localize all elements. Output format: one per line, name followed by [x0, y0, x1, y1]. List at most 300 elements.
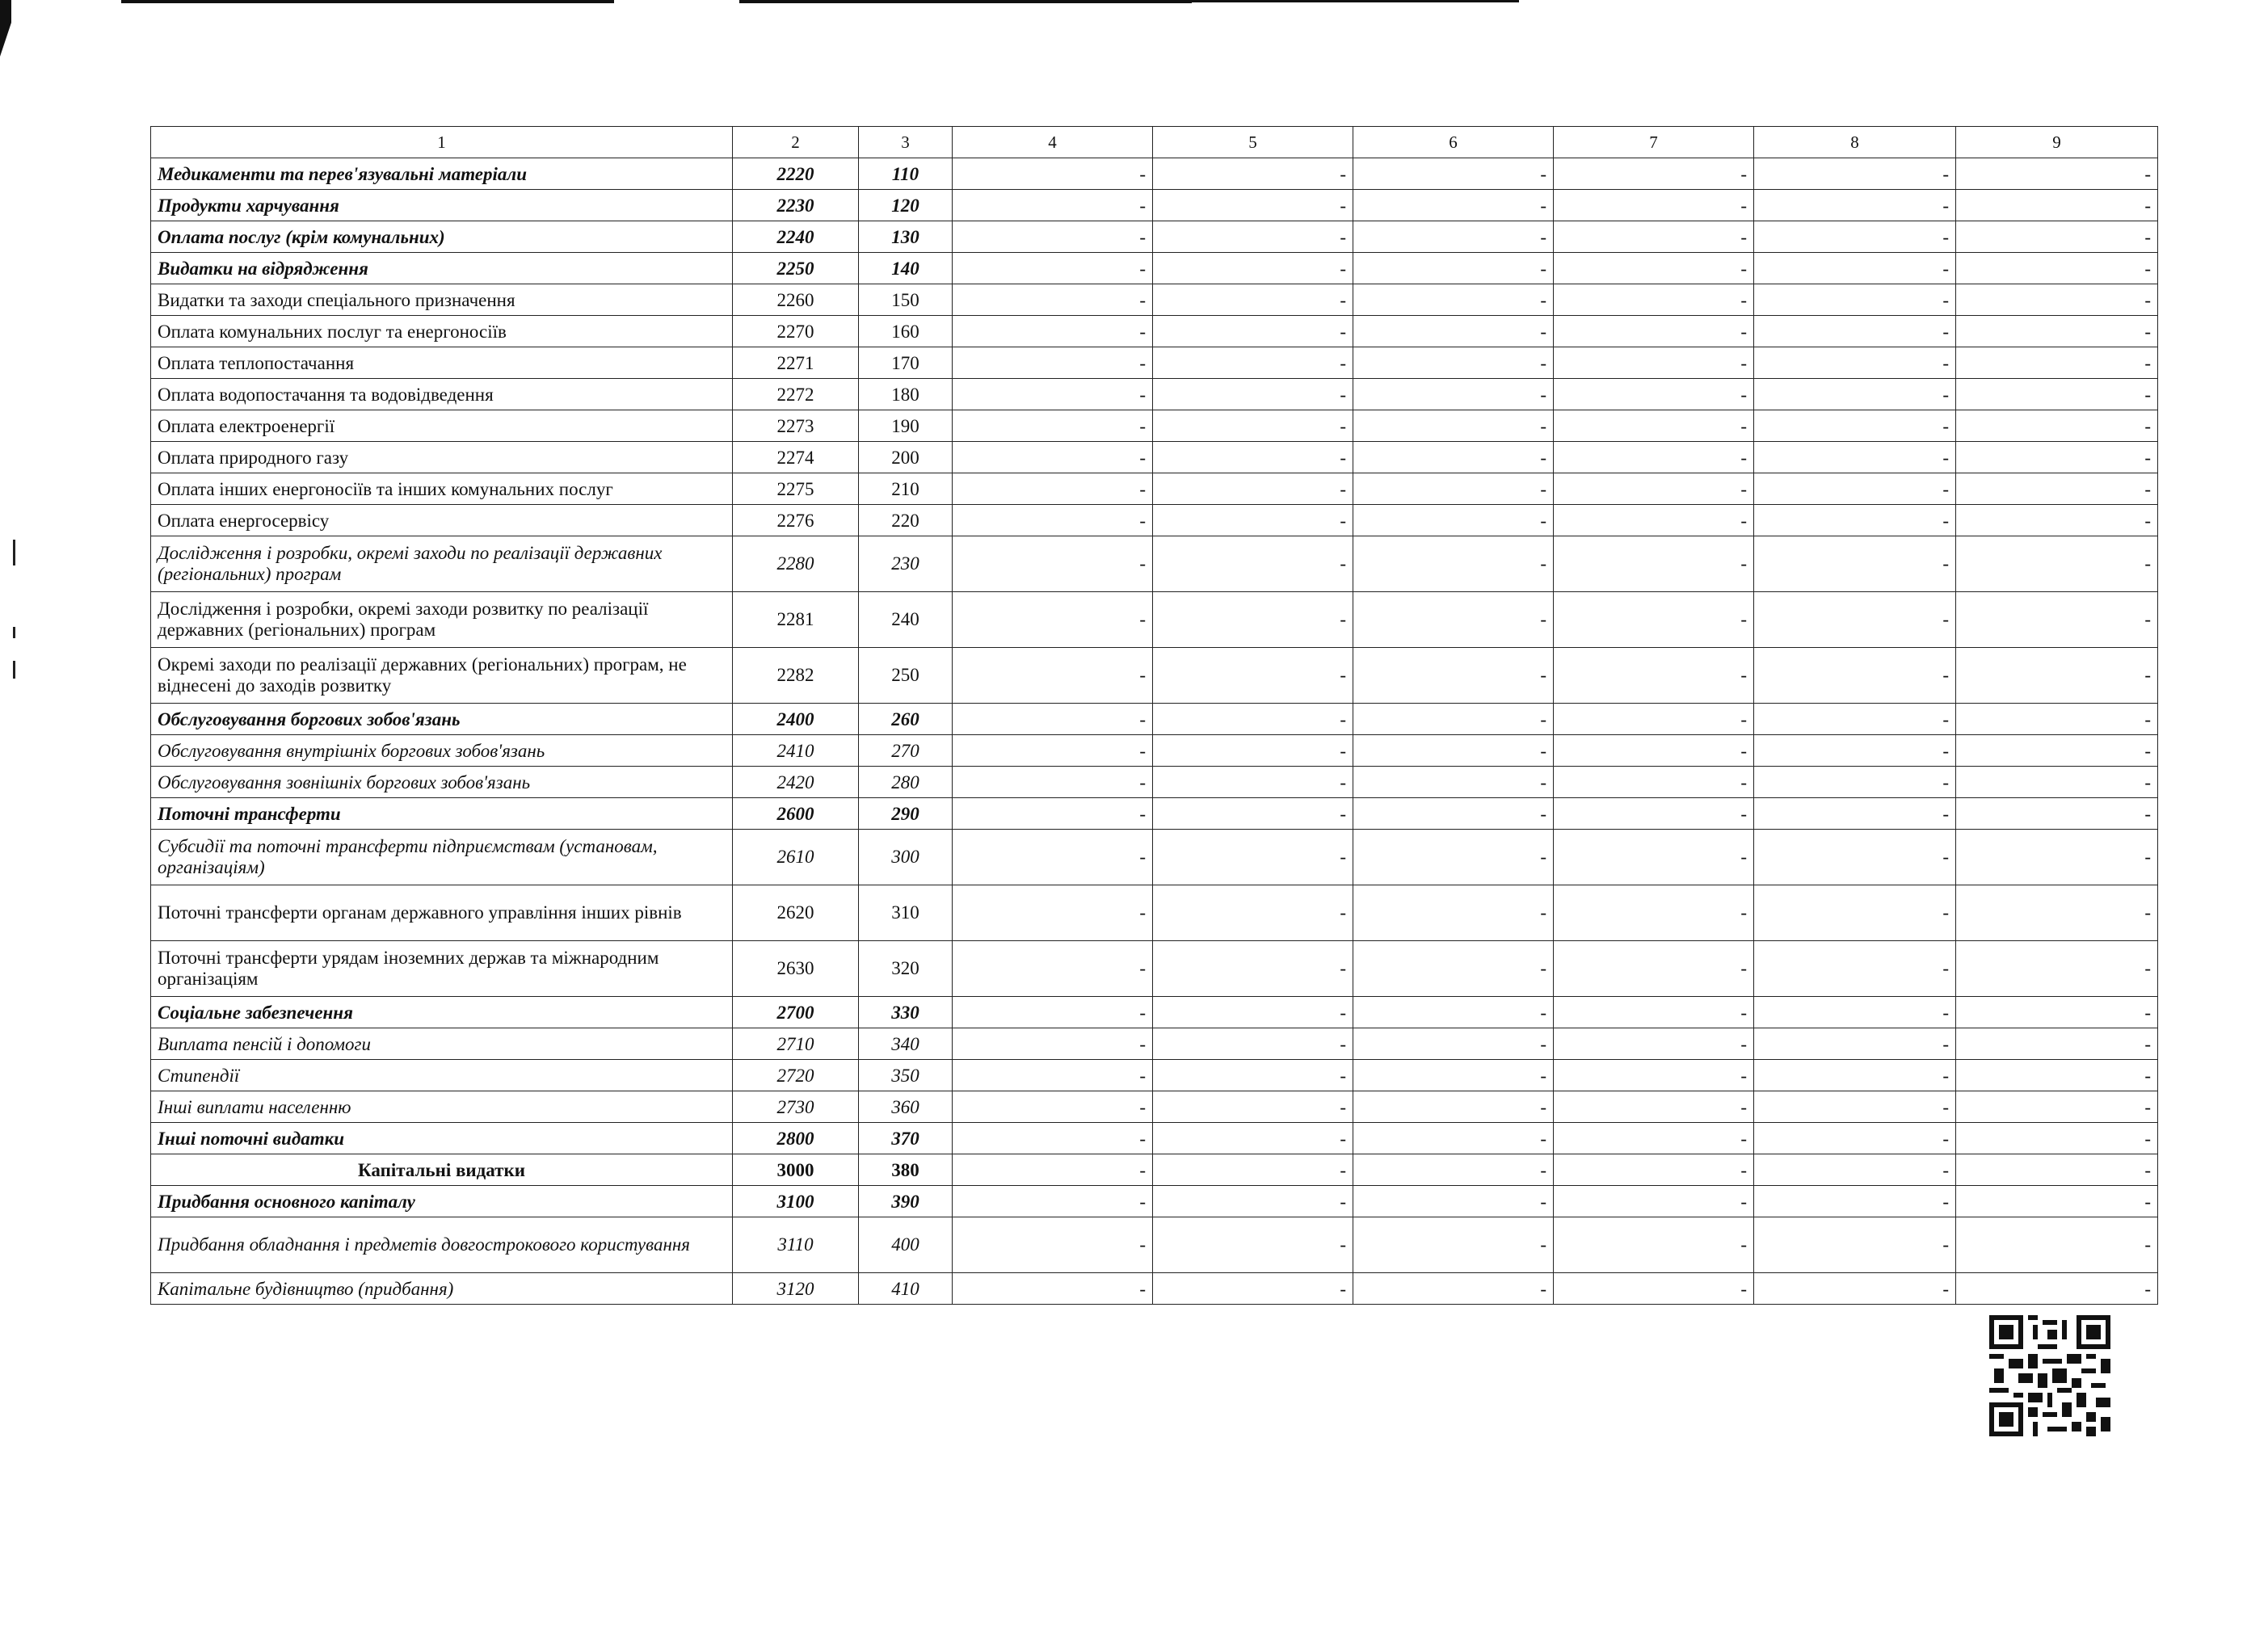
amount-cell: -	[1353, 798, 1554, 830]
table-row	[151, 798, 2158, 830]
amount-cell: -	[1153, 410, 1353, 442]
row-code: 130	[859, 221, 953, 253]
amount-cell: -	[953, 885, 1153, 941]
amount-cell: -	[1153, 592, 1353, 648]
amount-cell: -	[1956, 221, 2158, 253]
amount-cell: -	[1754, 941, 1956, 997]
row-code: 190	[859, 410, 953, 442]
amount-cell: -	[1554, 1273, 1754, 1305]
amount-cell: -	[1554, 379, 1754, 410]
table-row	[151, 1028, 2158, 1060]
amount-cell: -	[1153, 1091, 1353, 1123]
amount-cell: -	[1153, 442, 1353, 473]
row-code: 170	[859, 347, 953, 379]
kekv-code: 2420	[733, 767, 859, 798]
amount-cell: -	[1754, 648, 1956, 704]
amount-cell: -	[1956, 1123, 2158, 1154]
kekv-code: 2730	[733, 1091, 859, 1123]
row-code: 220	[859, 505, 953, 536]
amount-cell: -	[1153, 767, 1353, 798]
table-row	[151, 284, 2158, 316]
expense-name: Поточні трансферти урядам іноземних держав та міжнародним організаціям	[151, 941, 733, 997]
amount-cell: -	[953, 473, 1153, 505]
amount-cell: -	[1956, 473, 2158, 505]
amount-cell: -	[1956, 284, 2158, 316]
row-code: 120	[859, 190, 953, 221]
kekv-code: 2281	[733, 592, 859, 648]
expense-name: Медикаменти та перев'язувальні матеріали	[151, 158, 733, 190]
column-number-header	[151, 127, 2158, 158]
amount-cell: -	[1956, 997, 2158, 1028]
amount-cell: -	[1956, 347, 2158, 379]
row-code: 250	[859, 648, 953, 704]
amount-cell: -	[1353, 190, 1554, 221]
amount-cell: -	[953, 1028, 1153, 1060]
amount-cell: -	[1353, 505, 1554, 536]
kekv-code: 2610	[733, 830, 859, 885]
amount-cell: -	[1554, 347, 1754, 379]
amount-cell: -	[953, 704, 1153, 735]
table-row	[151, 473, 2158, 505]
amount-cell: -	[1956, 505, 2158, 536]
kekv-code: 3110	[733, 1217, 859, 1273]
scan-edge-mark-top-1	[121, 0, 614, 3]
row-code: 260	[859, 704, 953, 735]
amount-cell: -	[1554, 316, 1754, 347]
amount-cell: -	[1956, 316, 2158, 347]
amount-cell: -	[1153, 997, 1353, 1028]
amount-cell: -	[1153, 316, 1353, 347]
expense-name: Оплата послуг (крім комунальних)	[151, 221, 733, 253]
amount-cell: -	[1754, 1217, 1956, 1273]
amount-cell: -	[1956, 648, 2158, 704]
table-row	[151, 1123, 2158, 1154]
amount-cell: -	[1956, 798, 2158, 830]
amount-cell: -	[1554, 1091, 1754, 1123]
row-code: 240	[859, 592, 953, 648]
kekv-code: 2710	[733, 1028, 859, 1060]
amount-cell: -	[1554, 592, 1754, 648]
amount-cell: -	[1353, 1123, 1554, 1154]
kekv-code: 2260	[733, 284, 859, 316]
amount-cell: -	[1754, 536, 1956, 592]
amount-cell: -	[1153, 253, 1353, 284]
table-row	[151, 316, 2158, 347]
amount-cell: -	[953, 592, 1153, 648]
amount-cell: -	[953, 830, 1153, 885]
amount-cell: -	[1353, 221, 1554, 253]
amount-cell: -	[1554, 830, 1754, 885]
amount-cell: -	[1754, 1273, 1956, 1305]
expense-name: Окремі заходи по реалізації державних (регіональних) програм, не віднесені до заходів розвитку	[151, 648, 733, 704]
amount-cell: -	[953, 347, 1153, 379]
amount-cell: -	[1153, 735, 1353, 767]
amount-cell: -	[953, 941, 1153, 997]
kekv-code: 2620	[733, 885, 859, 941]
amount-cell: -	[1554, 735, 1754, 767]
expense-name: Оплата комунальних послуг та енергоносіїв	[151, 316, 733, 347]
row-code: 380	[859, 1154, 953, 1186]
table-row	[151, 1186, 2158, 1217]
amount-cell: -	[1353, 284, 1554, 316]
amount-cell: -	[1353, 253, 1554, 284]
row-code: 230	[859, 536, 953, 592]
amount-cell: -	[1754, 798, 1956, 830]
amount-cell: -	[953, 648, 1153, 704]
kekv-code: 3000	[733, 1154, 859, 1186]
kekv-code: 2276	[733, 505, 859, 536]
amount-cell: -	[1554, 997, 1754, 1028]
amount-cell: -	[1353, 536, 1554, 592]
amount-cell: -	[1353, 1060, 1554, 1091]
amount-cell: -	[1754, 190, 1956, 221]
table-row	[151, 1091, 2158, 1123]
amount-cell: -	[1353, 941, 1554, 997]
table-row	[151, 442, 2158, 473]
amount-cell: -	[1754, 1123, 1956, 1154]
expense-name: Обслуговування внутрішніх боргових зобов'язань	[151, 735, 733, 767]
kekv-code: 2273	[733, 410, 859, 442]
amount-cell: -	[1153, 885, 1353, 941]
amount-cell: -	[1353, 1273, 1554, 1305]
amount-cell: -	[1956, 1154, 2158, 1186]
table-row	[151, 536, 2158, 592]
column-header: 9	[1956, 127, 2158, 158]
expense-name: Придбання обладнання і предметів довгострокового користування	[151, 1217, 733, 1273]
amount-cell: -	[953, 253, 1153, 284]
kekv-code: 2280	[733, 536, 859, 592]
row-code: 280	[859, 767, 953, 798]
amount-cell: -	[953, 505, 1153, 536]
amount-cell: -	[1554, 158, 1754, 190]
kekv-code: 2400	[733, 704, 859, 735]
amount-cell: -	[1353, 158, 1554, 190]
expense-name: Капітальні видатки	[151, 1154, 733, 1186]
amount-cell: -	[1353, 442, 1554, 473]
column-header: 1	[151, 127, 733, 158]
table-row	[151, 704, 2158, 735]
amount-cell: -	[1754, 997, 1956, 1028]
row-code: 370	[859, 1123, 953, 1154]
column-header: 8	[1754, 127, 1956, 158]
row-code: 350	[859, 1060, 953, 1091]
amount-cell: -	[1754, 592, 1956, 648]
amount-cell: -	[1956, 190, 2158, 221]
kekv-code: 2282	[733, 648, 859, 704]
amount-cell: -	[1153, 1273, 1353, 1305]
amount-cell: -	[953, 379, 1153, 410]
margin-tick	[13, 540, 15, 565]
table-row	[151, 648, 2158, 704]
amount-cell: -	[1554, 1186, 1754, 1217]
amount-cell: -	[1353, 379, 1554, 410]
amount-cell: -	[1353, 592, 1554, 648]
column-header: 2	[733, 127, 859, 158]
table-row	[151, 505, 2158, 536]
amount-cell: -	[1754, 410, 1956, 442]
amount-cell: -	[953, 735, 1153, 767]
kekv-code: 3120	[733, 1273, 859, 1305]
expense-name: Поточні трансферти	[151, 798, 733, 830]
row-code: 160	[859, 316, 953, 347]
table-row	[151, 1217, 2158, 1273]
amount-cell: -	[953, 1060, 1153, 1091]
kekv-code: 2630	[733, 941, 859, 997]
amount-cell: -	[1153, 1217, 1353, 1273]
amount-cell: -	[1956, 379, 2158, 410]
amount-cell: -	[1554, 410, 1754, 442]
kekv-code: 2410	[733, 735, 859, 767]
row-code: 270	[859, 735, 953, 767]
kekv-code: 2230	[733, 190, 859, 221]
amount-cell: -	[1353, 316, 1554, 347]
amount-cell: -	[1353, 767, 1554, 798]
row-code: 210	[859, 473, 953, 505]
amount-cell: -	[1754, 1028, 1956, 1060]
amount-cell: -	[1956, 1186, 2158, 1217]
amount-cell: -	[1554, 1123, 1754, 1154]
table-row	[151, 735, 2158, 767]
amount-cell: -	[1554, 1028, 1754, 1060]
kekv-code: 2600	[733, 798, 859, 830]
amount-cell: -	[1554, 536, 1754, 592]
amount-cell: -	[1554, 442, 1754, 473]
amount-cell: -	[1353, 648, 1554, 704]
amount-cell: -	[1353, 1028, 1554, 1060]
expense-name: Придбання основного капіталу	[151, 1186, 733, 1217]
amount-cell: -	[1554, 941, 1754, 997]
amount-cell: -	[1754, 284, 1956, 316]
expense-name: Видатки на відрядження	[151, 253, 733, 284]
amount-cell: -	[1554, 190, 1754, 221]
kekv-code: 2275	[733, 473, 859, 505]
amount-cell: -	[1353, 1186, 1554, 1217]
amount-cell: -	[1956, 158, 2158, 190]
expense-name: Оплата теплопостачання	[151, 347, 733, 379]
kekv-code: 2272	[733, 379, 859, 410]
row-code: 200	[859, 442, 953, 473]
amount-cell: -	[1554, 473, 1754, 505]
kekv-code: 2270	[733, 316, 859, 347]
amount-cell: -	[1554, 253, 1754, 284]
amount-cell: -	[1153, 284, 1353, 316]
column-header: 4	[953, 127, 1153, 158]
amount-cell: -	[1353, 704, 1554, 735]
amount-cell: -	[1153, 379, 1353, 410]
amount-cell: -	[1153, 798, 1353, 830]
amount-cell: -	[1754, 735, 1956, 767]
amount-cell: -	[1153, 1154, 1353, 1186]
table-row	[151, 158, 2158, 190]
column-header: 3	[859, 127, 953, 158]
amount-cell: -	[1153, 648, 1353, 704]
row-code: 290	[859, 798, 953, 830]
table-row	[151, 379, 2158, 410]
amount-cell: -	[1353, 997, 1554, 1028]
row-code: 320	[859, 941, 953, 997]
expense-name: Обслуговування боргових зобов'язань	[151, 704, 733, 735]
margin-tick	[13, 627, 15, 638]
amount-cell: -	[1754, 158, 1956, 190]
table-row	[151, 221, 2158, 253]
amount-cell: -	[953, 767, 1153, 798]
amount-cell: -	[1554, 1217, 1754, 1273]
amount-cell: -	[1554, 221, 1754, 253]
amount-cell: -	[1754, 1091, 1956, 1123]
expense-name: Стипендії	[151, 1060, 733, 1091]
kekv-code: 2220	[733, 158, 859, 190]
amount-cell: -	[1754, 253, 1956, 284]
table-row	[151, 830, 2158, 885]
expense-name: Поточні трансферти органам державного управління інших рівнів	[151, 885, 733, 941]
amount-cell: -	[1754, 505, 1956, 536]
expense-name: Соціальне забезпечення	[151, 997, 733, 1028]
amount-cell: -	[1754, 1154, 1956, 1186]
amount-cell: -	[1956, 592, 2158, 648]
amount-cell: -	[953, 997, 1153, 1028]
amount-cell: -	[1153, 830, 1353, 885]
amount-cell: -	[1153, 1186, 1353, 1217]
amount-cell: -	[1956, 735, 2158, 767]
expense-name: Інші виплати населенню	[151, 1091, 733, 1123]
expense-name: Дослідження і розробки, окремі заходи по реалізації державних (регіональних) програм	[151, 536, 733, 592]
amount-cell: -	[1153, 536, 1353, 592]
amount-cell: -	[1956, 1217, 2158, 1273]
amount-cell: -	[1153, 347, 1353, 379]
row-code: 150	[859, 284, 953, 316]
amount-cell: -	[1754, 473, 1956, 505]
kekv-code: 3100	[733, 1186, 859, 1217]
kekv-code: 2240	[733, 221, 859, 253]
amount-cell: -	[1754, 1186, 1956, 1217]
amount-cell: -	[1956, 1273, 2158, 1305]
amount-cell: -	[1353, 410, 1554, 442]
amount-cell: -	[1956, 1091, 2158, 1123]
amount-cell: -	[1554, 648, 1754, 704]
amount-cell: -	[1153, 190, 1353, 221]
amount-cell: -	[1353, 735, 1554, 767]
amount-cell: -	[953, 1091, 1153, 1123]
kekv-code: 2700	[733, 997, 859, 1028]
kekv-code: 2274	[733, 442, 859, 473]
kekv-code: 2271	[733, 347, 859, 379]
amount-cell: -	[1353, 347, 1554, 379]
amount-cell: -	[1956, 410, 2158, 442]
amount-cell: -	[1554, 284, 1754, 316]
amount-cell: -	[1956, 536, 2158, 592]
amount-cell: -	[1956, 253, 2158, 284]
amount-cell: -	[1353, 830, 1554, 885]
table-row	[151, 253, 2158, 284]
table-row	[151, 1273, 2158, 1305]
amount-cell: -	[1153, 941, 1353, 997]
expense-name: Субсидії та поточні трансферти підприємствам (установам, організаціям)	[151, 830, 733, 885]
expense-name: Оплата електроенергії	[151, 410, 733, 442]
amount-cell: -	[1956, 767, 2158, 798]
amount-cell: -	[953, 1186, 1153, 1217]
expense-name: Обслуговування зовнішніх боргових зобов'язань	[151, 767, 733, 798]
amount-cell: -	[953, 1154, 1153, 1186]
row-code: 180	[859, 379, 953, 410]
expense-name: Видатки та заходи спеціального призначення	[151, 284, 733, 316]
amount-cell: -	[1754, 1060, 1956, 1091]
expense-name: Оплата природного газу	[151, 442, 733, 473]
row-code: 140	[859, 253, 953, 284]
expense-name: Дослідження і розробки, окремі заходи розвитку по реалізації державних (регіональних) програм	[151, 592, 733, 648]
scan-edge-mark-top-3	[1188, 0, 1519, 2]
amount-cell: -	[1153, 221, 1353, 253]
amount-cell: -	[953, 316, 1153, 347]
scan-edge-mark-top-2	[739, 0, 1192, 3]
amount-cell: -	[953, 410, 1153, 442]
amount-cell: -	[1554, 704, 1754, 735]
row-code: 400	[859, 1217, 953, 1273]
row-code: 110	[859, 158, 953, 190]
expense-name: Продукти харчування	[151, 190, 733, 221]
amount-cell: -	[1153, 505, 1353, 536]
table-row	[151, 767, 2158, 798]
amount-cell: -	[1353, 1154, 1554, 1186]
kekv-code: 2720	[733, 1060, 859, 1091]
row-code: 330	[859, 997, 953, 1028]
table-row	[151, 1154, 2158, 1186]
expense-name: Інші поточні видатки	[151, 1123, 733, 1154]
amount-cell: -	[1554, 505, 1754, 536]
margin-tick	[13, 661, 15, 679]
amount-cell: -	[1754, 442, 1956, 473]
scan-edge-mark-left	[0, 0, 11, 57]
amount-cell: -	[1754, 704, 1956, 735]
amount-cell: -	[1956, 1060, 2158, 1091]
table-row	[151, 347, 2158, 379]
amount-cell: -	[1153, 473, 1353, 505]
amount-cell: -	[953, 284, 1153, 316]
row-code: 410	[859, 1273, 953, 1305]
table-row	[151, 190, 2158, 221]
row-code: 390	[859, 1186, 953, 1217]
expense-name: Виплата пенсій і допомоги	[151, 1028, 733, 1060]
amount-cell: -	[1554, 885, 1754, 941]
row-code: 360	[859, 1091, 953, 1123]
table-row	[151, 997, 2158, 1028]
column-header: 7	[1554, 127, 1754, 158]
expense-name: Оплата водопостачання та водовідведення	[151, 379, 733, 410]
amount-cell: -	[1353, 1091, 1554, 1123]
column-header: 6	[1353, 127, 1554, 158]
amount-cell: -	[953, 1123, 1153, 1154]
amount-cell: -	[1956, 830, 2158, 885]
qr-code	[1989, 1315, 2110, 1436]
table-row	[151, 410, 2158, 442]
amount-cell: -	[1153, 1060, 1353, 1091]
kekv-code: 2250	[733, 253, 859, 284]
amount-cell: -	[1554, 1060, 1754, 1091]
amount-cell: -	[1956, 704, 2158, 735]
amount-cell: -	[1754, 885, 1956, 941]
amount-cell: -	[1956, 1028, 2158, 1060]
amount-cell: -	[953, 798, 1153, 830]
row-code: 300	[859, 830, 953, 885]
expense-name: Оплата інших енергоносіїв та інших комунальних послуг	[151, 473, 733, 505]
amount-cell: -	[1153, 1028, 1353, 1060]
kekv-code: 2800	[733, 1123, 859, 1154]
column-header: 5	[1153, 127, 1353, 158]
amount-cell: -	[953, 1273, 1153, 1305]
amount-cell: -	[953, 442, 1153, 473]
table-row	[151, 941, 2158, 997]
amount-cell: -	[1754, 830, 1956, 885]
amount-cell: -	[1956, 941, 2158, 997]
